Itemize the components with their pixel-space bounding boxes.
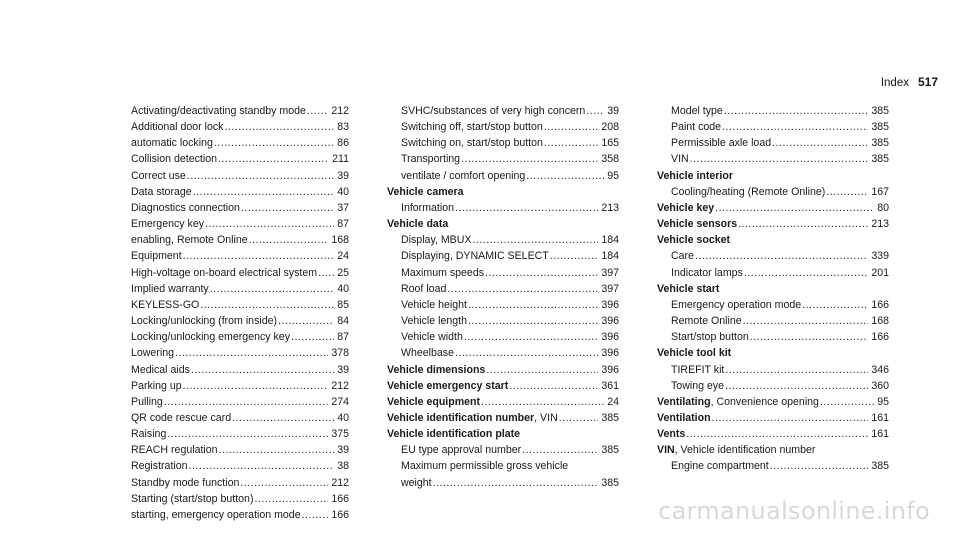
entry-page: 339 bbox=[871, 250, 889, 263]
index-heading: Vehicle data bbox=[387, 218, 449, 231]
leader-dots bbox=[232, 410, 334, 426]
entry-page: 385 bbox=[871, 460, 889, 473]
section-label: Index bbox=[880, 77, 909, 89]
index-entry bbox=[117, 248, 349, 264]
entry-term: Engine compartment bbox=[671, 460, 769, 473]
entry-term: Emergency operation mode bbox=[671, 298, 802, 311]
index-column-3 bbox=[657, 103, 889, 475]
index-entry bbox=[387, 281, 619, 297]
entry-term: Starting (start/stop button) bbox=[131, 492, 254, 505]
index-entry bbox=[387, 442, 619, 458]
leader-dots bbox=[183, 248, 335, 264]
index-entry bbox=[117, 313, 349, 329]
index-entry: weight ..... 385 bbox=[387, 475, 619, 491]
entry-term: REACH regulation bbox=[131, 444, 218, 457]
entry-term: Permissible axle load bbox=[671, 137, 772, 150]
entry-term: Paint code bbox=[671, 121, 722, 134]
leader-dots bbox=[447, 281, 598, 297]
leader-dots bbox=[695, 248, 868, 264]
index-entry bbox=[657, 248, 889, 264]
entry-page: 212 bbox=[331, 476, 349, 489]
entry-term: Cooling/heating (Remote Online) bbox=[671, 185, 826, 198]
index-entry bbox=[117, 426, 349, 442]
index-heading: Vehicle tool kit bbox=[657, 347, 732, 360]
leader-dots bbox=[167, 426, 328, 442]
entry-term: Lowering bbox=[131, 347, 174, 360]
index-entry bbox=[387, 151, 619, 167]
index-entry: Vehicle dimensions ..... 396 bbox=[387, 362, 619, 378]
index-entry: Vehicle identification number, VIN ..... 385 bbox=[387, 410, 619, 426]
index-entry bbox=[387, 297, 619, 313]
index-entry: Vents ..... 161 bbox=[657, 426, 889, 442]
index-entry bbox=[117, 151, 349, 167]
entry-term: High-voltage on-board electrical system bbox=[131, 266, 318, 279]
index-column-2 bbox=[387, 103, 619, 491]
index-entry bbox=[117, 103, 349, 119]
leader-dots bbox=[544, 135, 598, 151]
entry-term: Start/stop button bbox=[671, 331, 749, 344]
index-column-1 bbox=[117, 103, 349, 523]
entry-term: Wheelbase bbox=[401, 347, 454, 360]
index-entry bbox=[117, 168, 349, 184]
entry-page: 166 bbox=[331, 508, 349, 521]
entry-page: 397 bbox=[601, 282, 619, 295]
entry-term: SVHC/substances of very high concern bbox=[401, 105, 586, 117]
entry-term: Care bbox=[671, 250, 694, 263]
index-entry bbox=[657, 313, 889, 329]
entry-term: Vehicle width bbox=[401, 331, 463, 344]
entry-page: 167 bbox=[871, 185, 889, 198]
leader-dots bbox=[455, 200, 598, 216]
index-entry bbox=[117, 345, 349, 361]
leader-dots bbox=[802, 297, 868, 313]
watermark-text: carmanualsonline.info bbox=[658, 497, 930, 525]
entry-term: Additional door lock bbox=[131, 121, 224, 134]
leader-dots bbox=[472, 232, 598, 248]
entry-page: 87 bbox=[337, 218, 349, 231]
leader-dots bbox=[318, 265, 334, 281]
leader-dots bbox=[485, 265, 598, 281]
index-heading: Vehicle interior bbox=[657, 169, 733, 182]
entry-page: 396 bbox=[601, 298, 619, 311]
leader-dots bbox=[219, 442, 335, 458]
leader-dots bbox=[183, 378, 329, 394]
leader-dots bbox=[249, 232, 329, 248]
index-entry bbox=[657, 378, 889, 394]
entry-page: 38 bbox=[337, 460, 349, 473]
entry-page: 385 bbox=[871, 137, 889, 150]
entry-page: 358 bbox=[601, 153, 619, 166]
index-entry bbox=[117, 232, 349, 248]
entry-page: 168 bbox=[871, 315, 889, 328]
index-entry bbox=[657, 151, 889, 167]
entry-page: 184 bbox=[601, 234, 619, 247]
entry-term: KEYLESS-GO bbox=[131, 298, 200, 311]
leader-dots bbox=[193, 184, 335, 200]
entry-term: EU type approval number bbox=[401, 444, 522, 457]
index-entry bbox=[117, 394, 349, 410]
index-entry bbox=[117, 297, 349, 313]
index-entry: Maximum permissible gross vehicle bbox=[401, 460, 569, 473]
leader-dots bbox=[224, 119, 334, 135]
entry-term: Data storage bbox=[131, 185, 192, 198]
leader-dots bbox=[725, 362, 868, 378]
entry-term: Switching on, start/stop button bbox=[401, 137, 543, 150]
leader-dots bbox=[772, 135, 868, 151]
leader-dots bbox=[187, 168, 334, 184]
entry-term: Medical aids bbox=[131, 363, 190, 376]
leader-dots bbox=[770, 458, 869, 474]
index-entry: Ventilating, Convenience opening ..... 95 bbox=[657, 394, 889, 410]
entry-page: 346 bbox=[871, 363, 889, 376]
watermark-strip bbox=[0, 493, 960, 533]
entry-term: Vehicle height bbox=[401, 298, 467, 311]
entry-page: 85 bbox=[337, 298, 349, 311]
leader-dots bbox=[468, 313, 598, 329]
entry-page: 208 bbox=[601, 121, 619, 134]
entry-page: 40 bbox=[337, 185, 349, 198]
entry-term: Implied warranty bbox=[131, 282, 209, 295]
leader-dots bbox=[724, 103, 868, 119]
entry-term: Pulling bbox=[131, 395, 163, 408]
entry-term: Remote Online bbox=[671, 315, 742, 328]
index-entry bbox=[657, 265, 889, 281]
index-entry bbox=[657, 119, 889, 135]
index-entry bbox=[117, 119, 349, 135]
page-number: 517 bbox=[917, 75, 938, 89]
entry-term: Locking/unlocking emergency key bbox=[131, 331, 290, 344]
entry-page: 84 bbox=[337, 315, 349, 328]
leader-dots bbox=[175, 345, 328, 361]
entry-term: Vehicle length bbox=[401, 315, 467, 328]
leader-dots bbox=[586, 103, 604, 119]
leader-dots bbox=[464, 329, 598, 345]
leader-dots bbox=[725, 378, 868, 394]
entry-page: 385 bbox=[871, 121, 889, 134]
leader-dots bbox=[291, 329, 334, 345]
index-heading: Vehicle start bbox=[657, 282, 720, 295]
entry-page: 213 bbox=[601, 201, 619, 214]
index-entry bbox=[117, 362, 349, 378]
entry-page: 375 bbox=[331, 428, 349, 441]
index-entry bbox=[657, 297, 889, 313]
leader-dots bbox=[468, 297, 598, 313]
entry-page: 396 bbox=[601, 347, 619, 360]
entry-term: Collision detection bbox=[131, 153, 217, 166]
entry-term: Towing eye bbox=[671, 379, 724, 392]
index-entry bbox=[117, 410, 349, 426]
entry-page: 24 bbox=[337, 250, 349, 263]
index-entry bbox=[387, 248, 619, 264]
entry-term: Registration bbox=[131, 460, 188, 473]
entry-page: 166 bbox=[871, 298, 889, 311]
entry-page: 25 bbox=[337, 266, 349, 279]
leader-dots bbox=[189, 458, 335, 474]
index-heading: VIN, Vehicle identification number bbox=[657, 444, 816, 457]
entry-page: 184 bbox=[601, 250, 619, 263]
entry-page: 385 bbox=[601, 444, 619, 457]
entry-page: 39 bbox=[337, 363, 349, 376]
entry-term: Maximum speeds bbox=[401, 266, 485, 279]
index-heading: Vehicle identification plate bbox=[387, 428, 521, 441]
entry-term: Display, MBUX bbox=[401, 234, 472, 247]
leader-dots bbox=[200, 297, 334, 313]
index-entry: Vehicle equipment ..... 24 bbox=[387, 394, 619, 410]
entry-page: 397 bbox=[601, 266, 619, 279]
entry-page: 396 bbox=[601, 315, 619, 328]
index-entry bbox=[387, 313, 619, 329]
leader-dots bbox=[550, 248, 599, 264]
entry-page: 87 bbox=[337, 331, 349, 344]
leader-dots bbox=[278, 313, 334, 329]
leader-dots bbox=[307, 103, 328, 119]
entry-page: 378 bbox=[331, 347, 349, 360]
index-entry bbox=[117, 378, 349, 394]
entry-term: Standby mode function bbox=[131, 476, 240, 489]
index-entry: Vehicle sensors ..... 213 bbox=[657, 216, 889, 232]
entry-page: 40 bbox=[337, 411, 349, 424]
index-entry bbox=[387, 200, 619, 216]
index-entry bbox=[657, 458, 889, 474]
leader-dots bbox=[722, 119, 868, 135]
leader-dots bbox=[461, 151, 598, 167]
leader-dots bbox=[690, 151, 869, 167]
entry-page: 385 bbox=[871, 153, 889, 166]
entry-term: Equipment bbox=[131, 250, 182, 263]
entry-term: Correct use bbox=[131, 169, 186, 182]
entry-term: TIREFIT kit bbox=[671, 363, 725, 376]
entry-page: 166 bbox=[871, 331, 889, 344]
index-entry bbox=[117, 135, 349, 151]
index-entry bbox=[117, 200, 349, 216]
entry-term: Emergency key bbox=[131, 218, 205, 231]
entry-term: automatic locking bbox=[131, 137, 213, 150]
leader-dots bbox=[522, 442, 598, 458]
entry-term: Indicator lamps bbox=[671, 266, 743, 279]
entry-term: starting, emergency operation mode bbox=[131, 508, 301, 521]
leader-dots bbox=[218, 151, 329, 167]
leader-dots bbox=[191, 362, 334, 378]
entry-page: 86 bbox=[337, 137, 349, 150]
index-entry bbox=[387, 232, 619, 248]
leader-dots bbox=[743, 313, 869, 329]
entry-term: enabling, Remote Online bbox=[131, 234, 248, 247]
index-entry bbox=[387, 135, 619, 151]
leader-dots bbox=[214, 135, 334, 151]
leader-dots bbox=[164, 394, 329, 410]
entry-page: 212 bbox=[331, 105, 349, 117]
index-entry bbox=[117, 458, 349, 474]
index-entry bbox=[117, 475, 349, 491]
entry-term: Raising bbox=[131, 428, 167, 441]
entry-term: Activating/deactivating standby mode bbox=[131, 105, 306, 117]
index-entry bbox=[657, 135, 889, 151]
page-header bbox=[881, 75, 938, 89]
entry-page: 37 bbox=[337, 201, 349, 214]
entry-term: Parking up bbox=[131, 379, 182, 392]
entry-term: Switching off, start/stop button bbox=[401, 121, 543, 134]
entry-term: VIN bbox=[671, 153, 689, 166]
index-entry bbox=[657, 329, 889, 345]
entry-page: 385 bbox=[871, 105, 889, 117]
index-heading: Vehicle socket bbox=[657, 234, 731, 247]
index-entry bbox=[657, 184, 889, 200]
entry-term: Displaying, DYNAMIC SELECT bbox=[401, 250, 549, 263]
index-entry bbox=[387, 345, 619, 361]
index-entry bbox=[657, 103, 889, 119]
entry-term: Diagnostics connection bbox=[131, 201, 240, 214]
entry-page: 95 bbox=[607, 169, 619, 182]
entry-term: Model type bbox=[671, 105, 723, 117]
entry-term: Locking/unlocking (from inside) bbox=[131, 315, 278, 328]
index-entry bbox=[117, 216, 349, 232]
leader-dots bbox=[455, 345, 598, 361]
index-entry: Ventilation ..... 161 bbox=[657, 410, 889, 426]
entry-page: 39 bbox=[337, 444, 349, 457]
leader-dots bbox=[240, 475, 328, 491]
index-entry bbox=[117, 329, 349, 345]
entry-term: QR code rescue card bbox=[131, 411, 232, 424]
leader-dots bbox=[750, 329, 869, 345]
entry-term: Roof load bbox=[401, 282, 447, 295]
index-entry bbox=[387, 103, 619, 119]
index-entry bbox=[657, 362, 889, 378]
leader-dots bbox=[744, 265, 868, 281]
entry-page: 211 bbox=[332, 153, 349, 166]
index-entry bbox=[117, 265, 349, 281]
entry-page: 168 bbox=[331, 234, 349, 247]
entry-page: 396 bbox=[601, 331, 619, 344]
entry-page: 83 bbox=[337, 121, 349, 134]
index-entry: Vehicle emergency start ..... 361 bbox=[387, 378, 619, 394]
leader-dots bbox=[544, 119, 599, 135]
entry-page: 166 bbox=[331, 492, 349, 505]
entry-page: 274 bbox=[331, 395, 349, 408]
leader-dots bbox=[826, 184, 868, 200]
entry-page: 40 bbox=[337, 282, 349, 295]
entry-term: ventilate / comfort opening bbox=[401, 169, 526, 182]
entry-page: 39 bbox=[607, 105, 619, 117]
leader-dots bbox=[241, 200, 334, 216]
leader-dots bbox=[205, 216, 334, 232]
entry-page: 212 bbox=[331, 379, 349, 392]
index-entry bbox=[387, 329, 619, 345]
index-entry bbox=[387, 168, 619, 184]
leader-dots bbox=[210, 281, 334, 297]
entry-page: 201 bbox=[871, 266, 889, 279]
index-heading: Vehicle camera bbox=[387, 185, 464, 198]
index-entry bbox=[387, 119, 619, 135]
entry-page: 360 bbox=[871, 379, 889, 392]
entry-page: 39 bbox=[337, 169, 349, 182]
index-entry bbox=[117, 281, 349, 297]
index-entry bbox=[387, 265, 619, 281]
index-entry: Vehicle key ..... 80 bbox=[657, 200, 889, 216]
entry-term: Information bbox=[401, 201, 454, 214]
entry-page: 165 bbox=[601, 137, 619, 150]
entry-term: Transporting bbox=[401, 153, 461, 166]
index-entry bbox=[117, 184, 349, 200]
index-entry bbox=[117, 442, 349, 458]
leader-dots bbox=[526, 168, 604, 184]
